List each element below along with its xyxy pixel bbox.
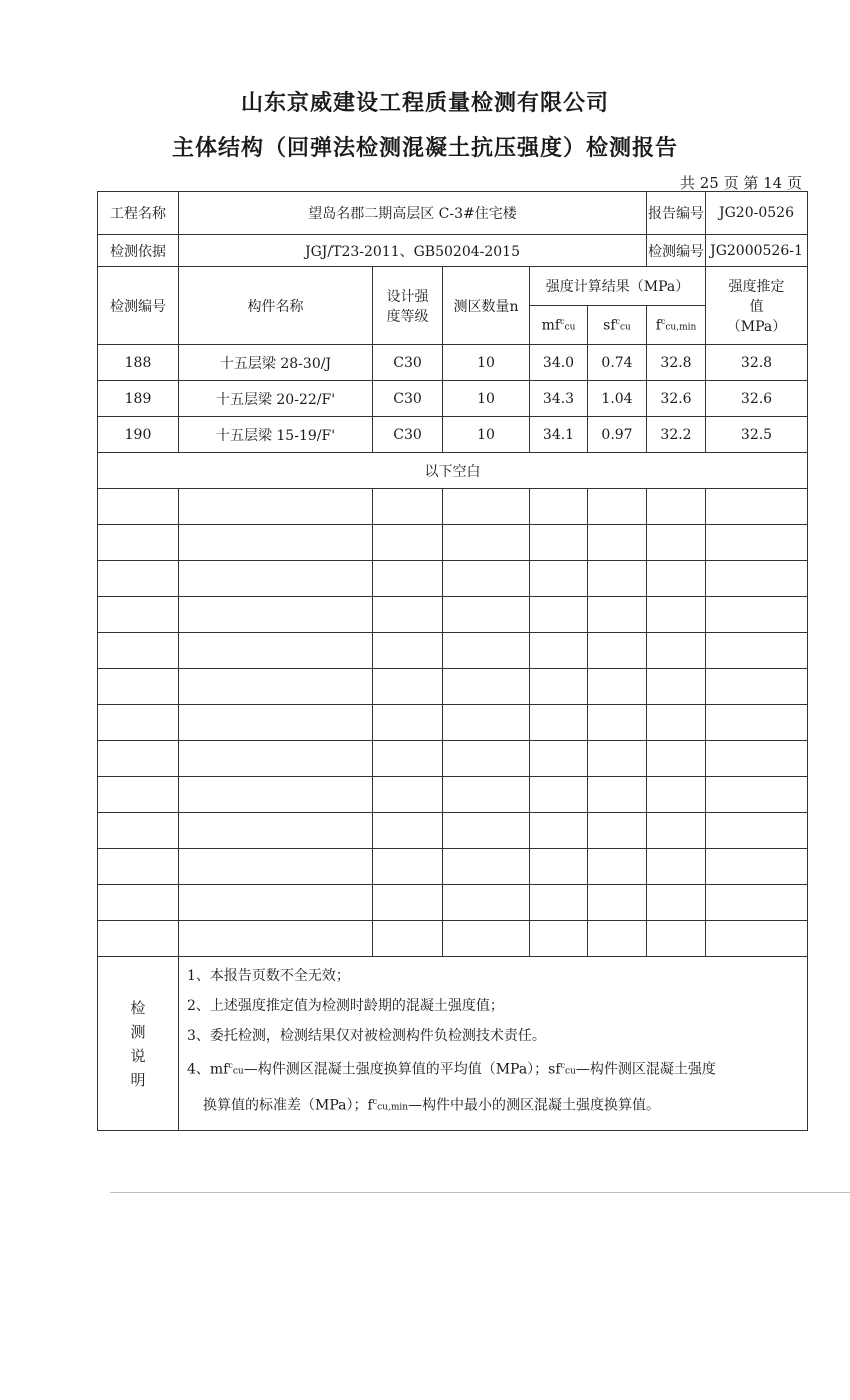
cell-est: 32.5 bbox=[706, 417, 808, 453]
empty-row bbox=[98, 777, 808, 813]
blank-note: 以下空白 bbox=[98, 453, 808, 489]
info-row-basis bbox=[98, 235, 808, 267]
empty-row bbox=[98, 561, 808, 597]
cell-mf: 34.0 bbox=[530, 345, 588, 381]
report-table bbox=[97, 191, 808, 1131]
basis-label: 检测依据 bbox=[98, 235, 179, 267]
cell-sf: 1.04 bbox=[588, 381, 647, 417]
cell-fmin: 32.8 bbox=[647, 345, 706, 381]
cell-est: 32.8 bbox=[706, 345, 808, 381]
note-4-cont: 换算值的标准差（MPa）；$f^ccu,\min—$构件中最小的测区混凝土强度换算值。 bbox=[203, 1096, 661, 1114]
cell-n: 10 bbox=[443, 417, 530, 453]
report-title: 主体结构（回弹法检测混凝土抗压强度）检测报告 bbox=[171, 135, 678, 161]
note-3: 3、委托检测，检测结果仅对被检测构件负检测技术责任。 bbox=[187, 1028, 546, 1044]
cell-member: 十五层梁 15-19/F' bbox=[179, 417, 373, 453]
info-row-project bbox=[98, 192, 808, 235]
col-est-label: 强度推定值 bbox=[728, 278, 785, 315]
empty-row bbox=[98, 849, 808, 885]
col-zones: 测区数量n bbox=[443, 267, 530, 345]
note-4: 4、$mf^ccu—$构件测区混凝土强度换算值的平均值（MPa）；$sf^ccu—$构件测区混凝土强度 bbox=[187, 1061, 716, 1078]
cell-fmin: 32.2 bbox=[647, 417, 706, 453]
notes-label: 检测说明 bbox=[130, 998, 146, 1089]
report-no-label: 报告编号 bbox=[647, 192, 706, 235]
report-no-value: JG20-0526 bbox=[706, 192, 808, 235]
note-1: 1、本报告页数不全无效； bbox=[187, 968, 350, 984]
note-2: 2、上述强度推定值为检测时龄期的混凝土强度值； bbox=[187, 998, 504, 1014]
empty-row bbox=[98, 741, 808, 777]
project-label: 工程名称 bbox=[98, 192, 179, 235]
empty-row bbox=[98, 813, 808, 849]
cell-sf: 0.97 bbox=[588, 417, 647, 453]
col-sf: $sf^ccu$ bbox=[588, 306, 647, 345]
cell-no: 188 bbox=[98, 345, 179, 381]
company-name: 山东京威建设工程质量检测有限公司 bbox=[240, 90, 609, 116]
cell-est: 32.6 bbox=[706, 381, 808, 417]
cell-member: 十五层梁 28-30/J bbox=[179, 345, 373, 381]
col-calc: 强度计算结果（MPa） bbox=[530, 267, 706, 306]
cell-grade: C30 bbox=[373, 417, 443, 453]
scan-edge-line bbox=[110, 1192, 850, 1193]
page-info: 共 25 页 第 14 页 bbox=[679, 174, 802, 192]
table-row bbox=[98, 345, 808, 381]
empty-row bbox=[98, 885, 808, 921]
cell-no: 189 bbox=[98, 381, 179, 417]
notes-content bbox=[179, 957, 808, 1131]
cell-sf: 0.74 bbox=[588, 345, 647, 381]
empty-row bbox=[98, 705, 808, 741]
empty-row bbox=[98, 921, 808, 957]
cell-grade: C30 bbox=[373, 381, 443, 417]
blank-note-row bbox=[98, 453, 808, 489]
col-est bbox=[706, 267, 808, 345]
empty-row bbox=[98, 669, 808, 705]
empty-row bbox=[98, 597, 808, 633]
cell-grade: C30 bbox=[373, 345, 443, 381]
col-grade: 设计强度等级 bbox=[373, 267, 443, 345]
col-mf: $mf^ccu$ bbox=[530, 306, 588, 345]
empty-row bbox=[98, 489, 808, 525]
table-row bbox=[98, 381, 808, 417]
col-test-no: 检测编号 bbox=[98, 267, 179, 345]
column-header-row-1 bbox=[98, 267, 808, 306]
empty-row bbox=[98, 633, 808, 669]
col-est-unit: （MPa） bbox=[726, 318, 787, 335]
col-fmin: $f^ccu,\min$ bbox=[647, 306, 706, 345]
test-no-label: 检测编号 bbox=[647, 235, 706, 267]
cell-n: 10 bbox=[443, 345, 530, 381]
cell-mf: 34.3 bbox=[530, 381, 588, 417]
cell-n: 10 bbox=[443, 381, 530, 417]
cell-fmin: 32.6 bbox=[647, 381, 706, 417]
cell-member: 十五层梁 20-22/F' bbox=[179, 381, 373, 417]
cell-no: 190 bbox=[98, 417, 179, 453]
col-member: 构件名称 bbox=[179, 267, 373, 345]
basis-value: JGJ/T23-2011、GB50204-2015 bbox=[179, 235, 647, 267]
cell-mf: 34.1 bbox=[530, 417, 588, 453]
project-value: 望岛名郡二期高层区 C-3#住宅楼 bbox=[179, 192, 647, 235]
notes-label-cell bbox=[98, 957, 179, 1131]
test-no-value: JG2000526-1 bbox=[706, 235, 808, 267]
empty-row bbox=[98, 525, 808, 561]
notes-row bbox=[98, 957, 808, 1131]
table-row bbox=[98, 417, 808, 453]
